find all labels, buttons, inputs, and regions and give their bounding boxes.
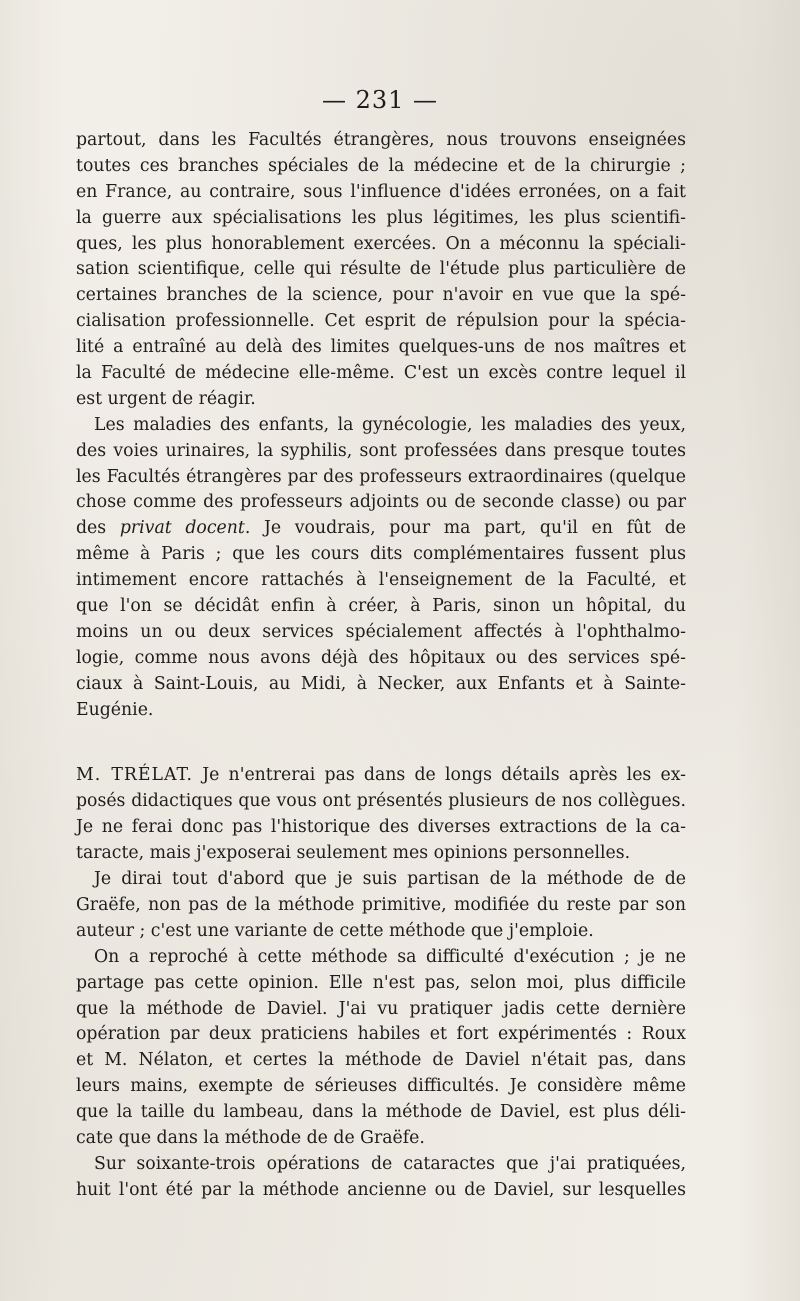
text-line: auteur ; c'est une variante de cette méthode que j'emploie. bbox=[76, 920, 594, 941]
text-line: opération par deux praticiens habiles et fort expérimentés : Roux bbox=[76, 1024, 686, 1045]
italic-term: privat docent bbox=[119, 518, 245, 539]
paragraph-p6 bbox=[76, 1152, 686, 1204]
text-line: moins un ou deux services spécialement affectés à l'ophthalmo- bbox=[76, 621, 686, 642]
text-line: Je dirai tout d'abord que je suis partisan de la méthode de de bbox=[94, 869, 686, 890]
text-line: Sur soixante-trois opérations de cataractes que j'ai pratiquées, bbox=[94, 1153, 686, 1174]
text-line: toutes ces branches spéciales de la médecine et de la chirurgie ; bbox=[76, 155, 686, 176]
text-line: On a reproché à cette méthode sa difficulté d'exécution ; je ne bbox=[94, 946, 686, 967]
text-line: cialisation professionnelle. Cet esprit de répulsion pour la spécia- bbox=[76, 311, 686, 332]
paragraph-p4 bbox=[76, 867, 686, 945]
text-line: partout, dans les Facultés étrangères, nous trouvons enseignées bbox=[76, 130, 686, 150]
text-line: huit l'ont été par la méthode ancienne ou de Daviel, sur lesquelles bbox=[76, 1179, 686, 1200]
text-line: partage pas cette opinion. Elle n'est pas, selon moi, plus difficile bbox=[76, 972, 686, 993]
body-text bbox=[76, 128, 686, 1204]
text-line: lité a entraîné au delà des limites quelques-uns de nos maîtres et bbox=[76, 337, 686, 358]
text-line: la Faculté de médecine elle-même. C'est un excès contre lequel il bbox=[76, 363, 686, 384]
text-line: certaines branches de la science, pour n'avoir en vue que la spé- bbox=[76, 285, 686, 306]
text-line: posés didactiques que vous ont présentés plusieurs de nos collègues. bbox=[76, 791, 686, 812]
text-line: en France, au contraire, sous l'influence d'idées erronées, on a fait bbox=[76, 181, 686, 202]
text-line: leurs mains, exempte de sérieuses difficultés. Je considère même bbox=[76, 1076, 686, 1097]
text-line: intimement encore rattachés à l'enseignement de la Faculté, et bbox=[76, 570, 686, 591]
text-line: que la méthode de Daviel. J'ai vu pratiquer jadis cette dernière bbox=[76, 998, 686, 1019]
text-line: logie, comme nous avons déjà des hôpitaux ou des services spé- bbox=[76, 647, 686, 668]
text-line: des voies urinaires, la syphilis, sont professées dans presque toutes bbox=[76, 440, 686, 461]
text-line: M. TRÉLAT. Je n'entrerai pas dans de longs détails après les ex- bbox=[76, 765, 687, 786]
page-number: — 231 — bbox=[321, 86, 439, 114]
text-line: les Facultés étrangères par des professeurs extraordinaires (quelque bbox=[76, 466, 686, 487]
text-line: que l'on se décidât enfin à créer, à Paris, sinon un hôpital, du bbox=[76, 596, 686, 617]
speaker-name: M. TRÉLAT. bbox=[76, 765, 194, 786]
text-line: ciaux à Saint-Louis, au Midi, à Necker, aux Enfants et à Sainte- bbox=[76, 673, 686, 694]
paragraph-p1 bbox=[76, 128, 686, 413]
text-line: taracte, mais j'exposerai seulement mes opinions personnelles. bbox=[76, 843, 631, 864]
text-line: et M. Nélaton, et certes la méthode de Daviel n'était pas, dans bbox=[76, 1050, 686, 1071]
text-line: Graëfe, non pas de la méthode primitive, modifiée du reste par son bbox=[76, 894, 686, 915]
text-line: Eugénie. bbox=[76, 699, 154, 720]
text-line: même à Paris ; que les cours dits complémentaires fussent plus bbox=[76, 544, 686, 565]
paragraph-p5 bbox=[76, 945, 686, 1152]
text-line: chose comme des professeurs adjoints ou de seconde classe) ou par bbox=[76, 492, 686, 513]
text-line: est urgent de réagir. bbox=[76, 388, 256, 409]
paragraph-p2 bbox=[76, 413, 686, 724]
text-line: ques, les plus honorablement exercées. On a méconnu la spéciali- bbox=[76, 233, 686, 254]
text-line: cate que dans la méthode de de Graëfe. bbox=[76, 1127, 425, 1148]
text-line: Les maladies des enfants, la gynécologie, les maladies des yeux, bbox=[94, 414, 686, 435]
text-line: Je ne ferai donc pas l'historique des diverses extractions de la ca- bbox=[76, 817, 686, 838]
paragraph-p3 bbox=[76, 763, 686, 867]
text-line: que la taille du lambeau, dans la méthode de Daviel, est plus déli- bbox=[76, 1102, 686, 1123]
text-line: sation scientifique, celle qui résulte de l'étude plus particulière de bbox=[76, 259, 686, 280]
text-line: la guerre aux spécialisations les plus légitimes, les plus scientifi- bbox=[76, 207, 686, 228]
text-line: des privat docent. Je voudrais, pour ma part, qu'il en fût de bbox=[76, 518, 686, 539]
section-gap bbox=[76, 723, 686, 763]
